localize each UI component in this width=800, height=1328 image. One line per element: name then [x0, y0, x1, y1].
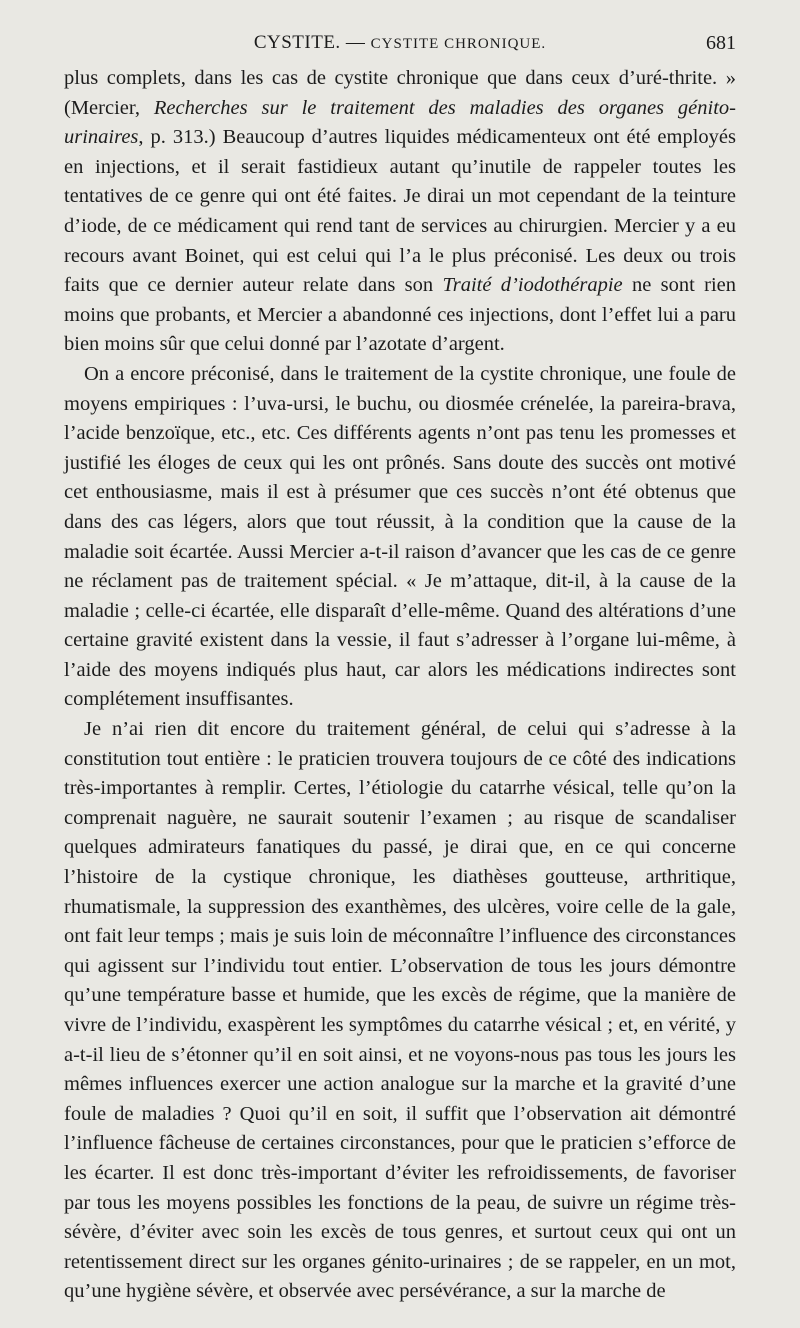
text-segment: ne sont rien moins que probants, et Mercier a abandonné ces injections, dont l’effet lui a paru bien moins sûr que celui donné par l’azotate d’argent. [64, 274, 736, 356]
running-title [64, 32, 736, 54]
running-head [64, 32, 736, 60]
italic-title: Traité d’iodothérapie [442, 274, 623, 297]
running-title-separator: — [345, 32, 366, 53]
paragraph [64, 64, 736, 360]
paragraph [64, 715, 736, 1307]
running-title-main: CYSTITE. [253, 32, 341, 53]
body-text [64, 64, 736, 1307]
text-segment: plus complets, dans les cas de cystite chronique que dans ceux d’uré-thrite. » (Mercier, [64, 67, 736, 119]
italic-title: Recherches sur le traitement des maladies des organes génito-urinaires [64, 96, 736, 149]
page-number: 681 [706, 32, 736, 54]
text-segment: Je n’ai rien dit encore du traitement général, de celui qui s’adresse à la constitution tout entière : le praticien trouvera toujours de ce côté des indications très-importantes à remplir. Certes, l’étiologie du catarrhe vésical, telle qu’on la comprenait naguère, ne saurait soutenir l’examen ; au risque de scandaliser quelques admirateurs fanatiques du passé, je dirai que, en ce qui concerne l’histoire de la cystique chronique, les diathèses goutteuse, arthritique, rhumatismale, la suppression des exanthèmes, des ulcères, voire celle de la gale, ont fait leur temps ; mais je suis loin de méconnaître l’influence des circonstances qui agissent sur l’individu tout entier. L’observation de tous les jours démontre qu’une température basse et humide, que les excès de régime, que la manière de vivre de l’individu, exaspèrent les symptômes du catarrhe vésical ; et, en vérité, y a-t-il lieu de s’étonner qu’il en soit ainsi, et ne voyons-nous pas tous les jours les mêmes influences exercer une action analogue sur la marche et la gravité d’une foule de maladies ? Quoi qu’il en soit, il suffit que l’observation ait démontré l’influence fâcheuse de certaines circonstances, pour que le praticien s’efforce de les écarter. Il est donc très-important d’éviter les refroidissements, de favoriser par tous les moyens possibles les fonctions de la peau, de suivre un régime très-sévère, d’éviter avec soin les excès de tous genres, et surtout ceux qui ont un retentissement direct sur les organes génito-urinaires ; de se rappeler, en un mot, qu’une hygiène sévère, et observée avec persévérance, a sur la marche de [64, 718, 736, 1303]
text-segment: , p. 313.) Beaucoup d’autres liquides médicamenteux ont été employés en injections, et il serait fastidieux autant qu’inutile de rappeler toutes les tentatives de ce genre qui ont été faites. Je dirai un mot cependant de la teinture d’iode, de ce médicament qui rend tant de services au chirurgien. Mercier y a eu recours avant Boinet, qui est celui qui l’a le plus préconisé. Les deux ou trois faits que ce dernier auteur relate dans son [64, 126, 736, 297]
text-segment: On a encore préconisé, dans le traitement de la cystite chronique, une foule de moyens empiriques : l’uva-ursi, le buchu, ou diosmée crénelée, la pareira-brava, l’acide benzoïque, etc., etc. Ces différents agents n’ont pas tenu les promesses et justifié les éloges de ceux qui les ont prônés. Sans doute des succès ont motivé cet enthousiasme, mais il est à présumer que ces succès n’ont été obtenus que dans des cas légers, alors que tout réussit, à la condition que la cause de la maladie soit écartée. Aussi Mercier a-t-il raison d’avancer que les cas de ce genre ne réclament pas de traitement spécial. « Je m’attaque, dit-il, à la cause de la maladie ; celle-ci écartée, elle disparaît d’elle-même. Quand des altérations d’une certaine gravité existent dans la vessie, il faut s’adresser à l’organe lui-même, à l’aide des moyens indiqués plus haut, car alors les médications indirectes sont complétement insuffisantes. [64, 362, 736, 711]
paragraph [64, 360, 736, 715]
running-title-sub: CYSTITE CHRONIQUE. [370, 36, 547, 52]
